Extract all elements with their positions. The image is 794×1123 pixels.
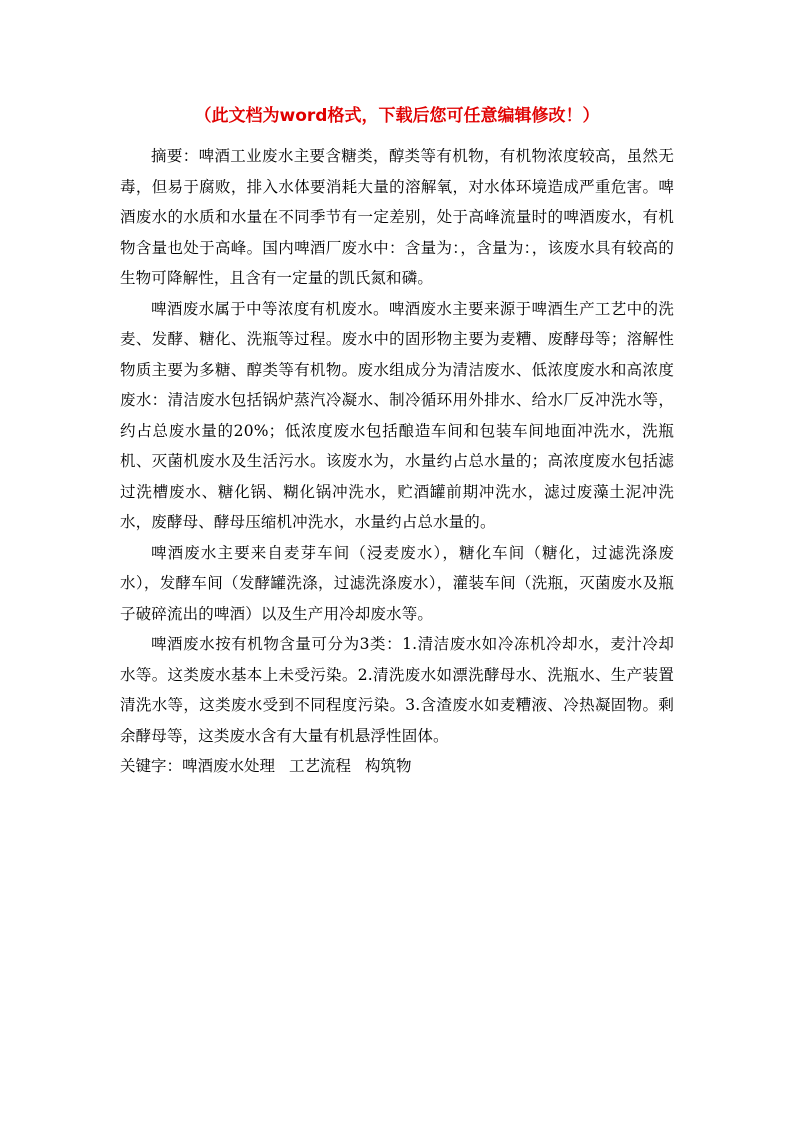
keyword-item: 构筑物	[365, 757, 412, 775]
keywords-line	[120, 751, 674, 782]
keyword-item: 啤酒废水处理	[182, 757, 276, 775]
body-paragraph: 啤酒废水主要来自麦芽车间（浸麦废水），糖化车间（糖化，过滤洗涤废水），发酵车间（发酵罐洗涤，过滤洗涤废水），灌装车间（洗瓶，灭菌废水及瓶子破碎流出的啤酒）以及生产用冷却废水等。	[120, 543, 674, 623]
document-body	[120, 141, 674, 782]
editable-notice: （此文档为word格式，下载后您可任意编辑修改！）	[194, 106, 600, 126]
keywords-label: 关键字：	[120, 757, 183, 775]
abstract-paragraph: 摘要：啤酒工业废水主要含糖类，醇类等有机物，有机物浓度较高，虽然无毒，但易于腐败，排入水体要消耗大量的溶解氧，对水体环境造成严重危害。啤酒废水的水质和水量在不同季节有一定差别，处于高峰流量时的啤酒废水，有机物含量也处于高峰。国内啤酒厂废水中：含量为：，含量为：，该废水具有较高的生物可降解性，且含有一定量的凯氏氮和磷。	[120, 147, 674, 287]
body-paragraph: 啤酒废水属于中等浓度有机废水。啤酒废水主要来源于啤酒生产工艺中的洗麦、发酵、糖化、洗瓶等过程。废水中的固形物主要为麦糟、废酵母等；溶解性物质主要为多糖、醇类等有机物。废水组成分为清洁废水、低浓度废水和高浓度废水：清洁废水包括锅炉蒸汽冷凝水、制冷循环用外排水、给水厂反冲洗水等，约占总废水量的20%；低浓度废水包括酿造车间和包装车间地面冲洗水，洗瓶机、灭菌机废水及生活污水。该废水为，水量约占总水量的；高浓度废水包括滤过洗槽废水、糖化锅、糊化锅冲洗水，贮酒罐前期冲洗水，滤过废藻土泥冲洗水，废酵母、酵母压缩机冲洗水，水量约占总水量的。	[120, 299, 674, 531]
keyword-item: 工艺流程	[289, 757, 352, 775]
body-paragraph: 啤酒废水按有机物含量可分为3类：1.清洁废水如冷冻机冷却水，麦汁冷却水等。这类废水基本上未受污染。2.清洗废水如漂洗酵母水、洗瓶水、生产装置清洗水等，这类废水受到不同程度污染。3.含渣废水如麦糟液、冷热凝固物。剩余酵母等，这类废水含有大量有机悬浮性固体。	[120, 635, 674, 745]
